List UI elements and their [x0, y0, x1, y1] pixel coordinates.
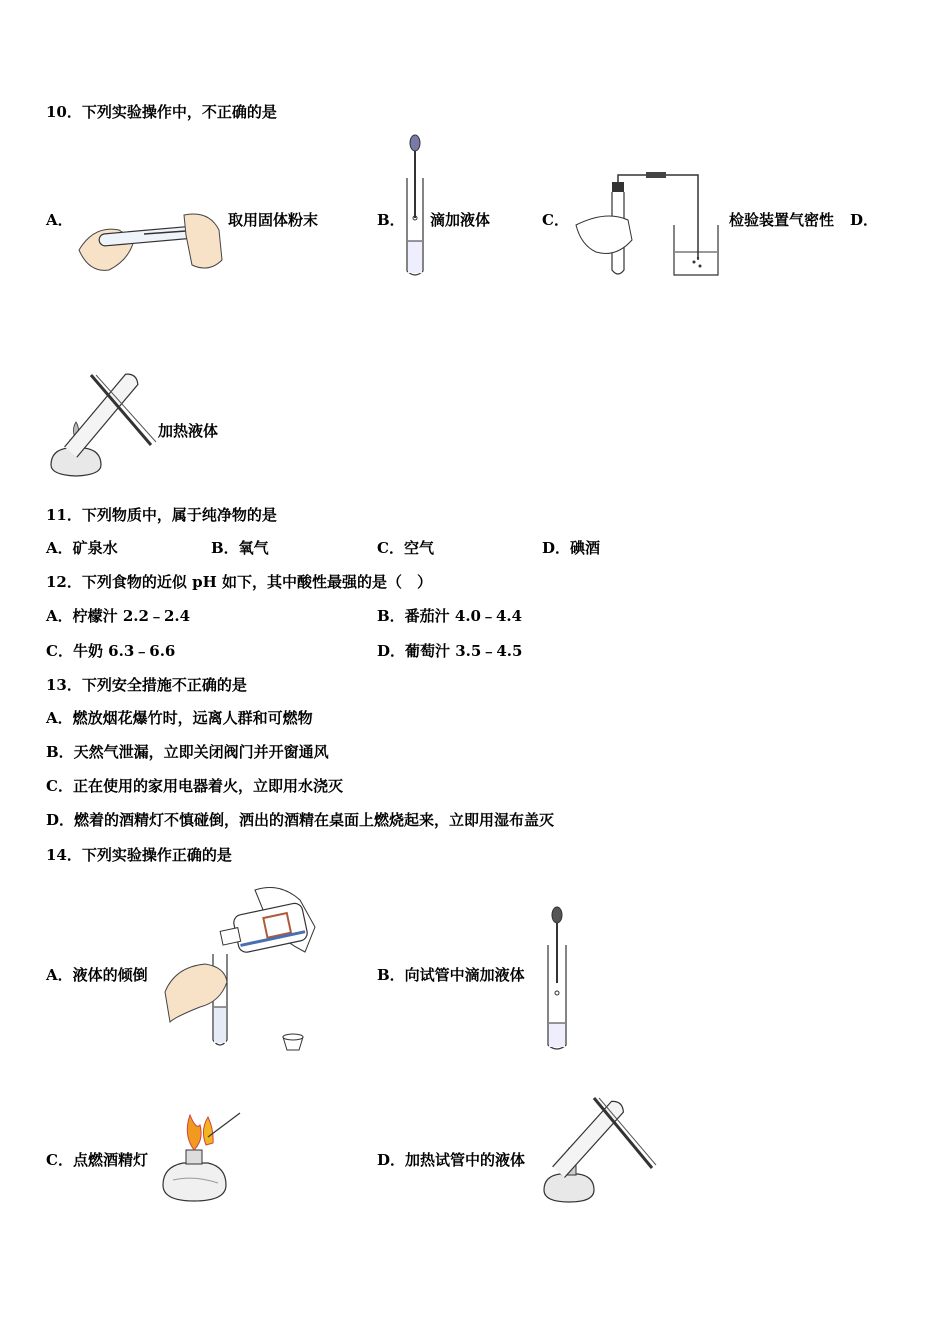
q10-stem: 10．下列实验操作中，不正确的是	[46, 103, 277, 121]
airtightness-check-illustration	[576, 170, 726, 280]
dropper-tube-illustration	[400, 133, 430, 281]
q14-option-a: A．液体的倾倒	[46, 966, 148, 984]
q14-option-d: D．加热试管中的液体	[377, 1151, 526, 1169]
q10-option-b-text: 滴加液体	[430, 211, 491, 229]
q10-option-d-text: 加热液体	[158, 422, 219, 440]
q10-option-a-text: 取用固体粉末	[228, 211, 319, 229]
q10-option-b-letter: B．	[377, 211, 405, 229]
q11-option-b: B．氧气	[211, 539, 269, 557]
q14-option-b: B．向试管中滴加液体	[377, 966, 525, 984]
q11-option-c: C．空气	[377, 539, 434, 557]
q13-option-b: B．天然气泄漏，立即关闭阀门并开窗通风	[46, 743, 329, 761]
q14-option-c: C．点燃酒精灯	[46, 1151, 148, 1169]
powder-taking-illustration	[74, 205, 224, 275]
q12-option-d: D．葡萄汁 3.5﹣4.5	[377, 642, 523, 660]
q12-option-b: B．番茄汁 4.0﹣4.4	[377, 607, 523, 625]
q12-option-c: C．牛奶 6.3﹣6.6	[46, 642, 176, 660]
q11-stem: 11．下列物质中，属于纯净物的是	[46, 506, 277, 524]
q12-stem: 12．下列食物的近似 pH 如下，其中酸性最强的是（ ）	[46, 573, 432, 591]
q10-option-a-letter: A．	[46, 211, 73, 229]
q10-option-c-text: 检验装置气密性	[729, 211, 835, 229]
q11-option-a: A．矿泉水	[46, 539, 118, 557]
q10-option-c-letter: C．	[542, 211, 569, 229]
heating-liquid-illustration	[46, 370, 158, 482]
q12-option-a: A．柠檬汁 2.2﹣2.4	[46, 607, 191, 625]
q13-option-c: C．正在使用的家用电器着火，立即用水浇灭	[46, 777, 343, 795]
q13-stem: 13．下列安全措施不正确的是	[46, 676, 247, 694]
liquid-pouring-illustration	[165, 882, 315, 1054]
q14-stem: 14．下列实验操作正确的是	[46, 846, 232, 864]
q10-option-d-letter: D．	[850, 211, 879, 229]
q13-option-a: A．燃放烟花爆竹时，远离人群和可燃物	[46, 709, 313, 727]
dropper-above-tube-illustration	[542, 905, 572, 1055]
heating-tube-liquid-illustration	[542, 1090, 657, 1210]
lighting-alcohol-lamp-illustration	[158, 1105, 243, 1205]
q13-option-d: D．燃着的酒精灯不慎碰倒，洒出的酒精在桌面上燃烧起来，立即用湿布盖灭	[46, 811, 555, 829]
q11-option-d: D．碘酒	[542, 539, 601, 557]
